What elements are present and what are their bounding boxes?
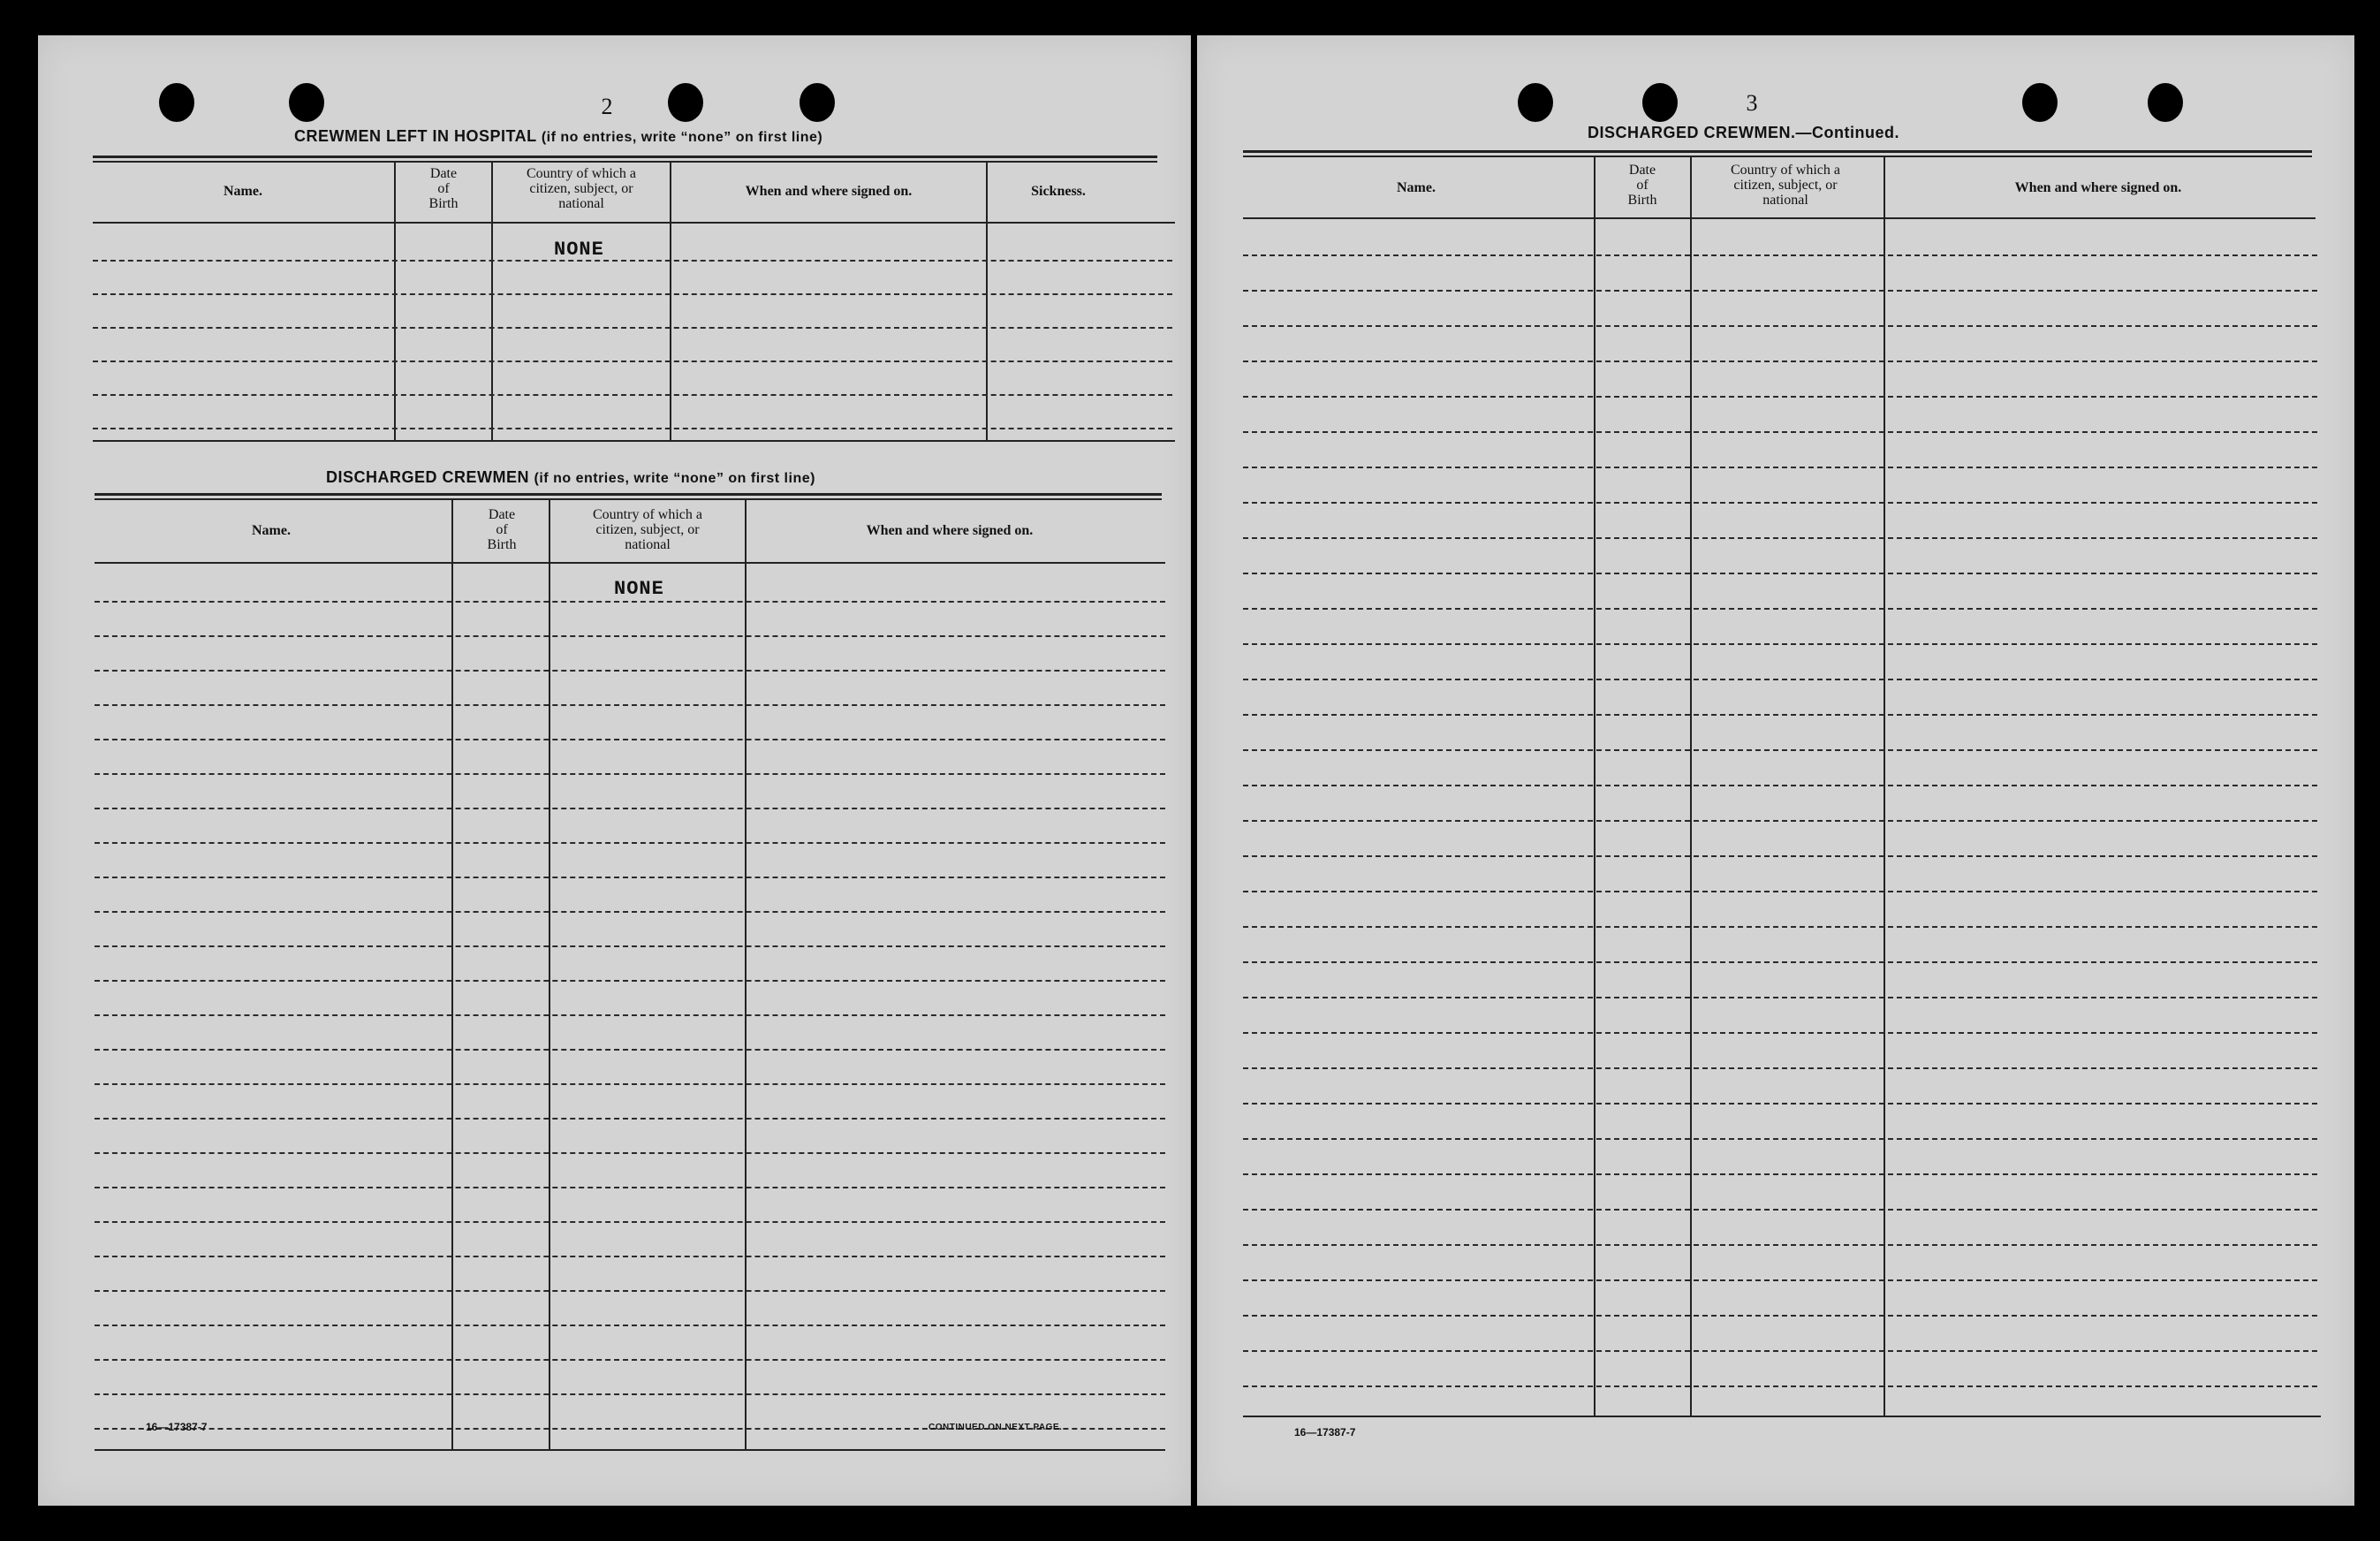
entry-line (95, 1393, 1165, 1395)
right-page (1197, 35, 2354, 1506)
hospital-section-title (294, 127, 822, 146)
col-header-signed: When and where signed on. (2014, 180, 2182, 195)
entry-line (95, 1359, 1165, 1361)
col-header-sickness: Sickness. (1031, 184, 1086, 199)
entry-line (95, 911, 1165, 913)
entry-line (95, 1049, 1165, 1051)
column-divider (394, 161, 396, 442)
entry-line (1243, 961, 2317, 963)
entry-line (1243, 926, 2317, 928)
entry-line (1243, 643, 2317, 645)
entry-line (95, 1325, 1165, 1326)
col-header-dob: Date of Birth (1627, 163, 1657, 208)
top-rule (1243, 150, 2312, 153)
column-divider (491, 161, 493, 442)
entry-line (1243, 325, 2317, 327)
hospital-title-text: CREWMEN LEFT IN HOSPITAL (294, 127, 537, 145)
section-end-rule (93, 440, 1175, 442)
page-number: 3 (1746, 90, 1758, 116)
punch-hole (800, 83, 835, 122)
discharged-title-note: (if no entries, write “none” on first line) (534, 471, 815, 486)
entry-line (95, 704, 1165, 706)
entry-line (93, 327, 1172, 329)
continued-note: CONTINUED ON NEXT PAGE. (929, 1423, 1063, 1432)
entry-line (1243, 573, 2317, 574)
entry-line (95, 1256, 1165, 1257)
punch-hole (1642, 83, 1678, 122)
entry-line (1243, 1032, 2317, 1034)
entry-line (1243, 749, 2317, 751)
entry-line (95, 773, 1165, 775)
column-divider (549, 498, 550, 1451)
punch-hole (668, 83, 703, 122)
entry-line (1243, 254, 2317, 256)
entry-line (1243, 1067, 2317, 1069)
entry-line (1243, 1279, 2317, 1281)
entry-line (1243, 361, 2317, 362)
entry-line (1243, 608, 2317, 610)
left-page (38, 35, 1191, 1506)
col-header-dob: Date of Birth (428, 166, 459, 211)
entry-line (1243, 502, 2317, 504)
column-divider (1594, 156, 1596, 1417)
punch-hole (289, 83, 324, 122)
col-header-signed: When and where signed on. (745, 184, 913, 199)
header-rule (1243, 217, 2316, 219)
entry-line (95, 1221, 1165, 1223)
entry-line (93, 394, 1172, 396)
entry-line (1243, 1315, 2317, 1317)
header-rule (93, 222, 1175, 224)
col-header-signed: When and where signed on. (866, 523, 1034, 538)
hospital-entry: NONE (554, 239, 604, 261)
top-rule (93, 156, 1157, 158)
punch-hole (1518, 83, 1553, 122)
discharged-section-title (326, 468, 815, 487)
column-divider (745, 498, 747, 1451)
entry-line (93, 361, 1172, 362)
entry-line (95, 635, 1165, 637)
entry-line (1243, 785, 2317, 786)
col-header-country: Country of which a citizen, subject, or national (1731, 163, 1840, 208)
entry-line (95, 1187, 1165, 1188)
entry-line (1243, 997, 2317, 998)
top-rule (1243, 156, 2312, 157)
entry-line (95, 1083, 1165, 1085)
entry-line (1243, 1350, 2317, 1352)
discharged-continued-title: DISCHARGED CREWMEN.—Continued. (1588, 124, 1899, 141)
section-end-rule (95, 1449, 1165, 1451)
entry-line (1243, 537, 2317, 539)
col-header-country: Country of which a citizen, subject, or national (527, 166, 636, 211)
entry-line (95, 808, 1165, 809)
entry-line (1243, 1138, 2317, 1140)
entry-line (95, 601, 1165, 603)
entry-line (93, 260, 1172, 262)
entry-line (95, 842, 1165, 844)
entry-line (95, 739, 1165, 740)
col-header-country: Country of which a citizen, subject, or national (593, 507, 702, 552)
header-rule (95, 562, 1165, 564)
col-header-name: Name. (224, 184, 262, 199)
entry-line (1243, 431, 2317, 433)
entry-line (95, 1152, 1165, 1154)
top-rule (95, 498, 1162, 500)
entry-line (95, 670, 1165, 672)
column-divider (1690, 156, 1692, 1417)
entry-line (1243, 1103, 2317, 1105)
entry-line (93, 428, 1172, 429)
column-divider (451, 498, 453, 1451)
discharged-title-text: DISCHARGED CREWMEN (326, 468, 530, 486)
entry-line (95, 1290, 1165, 1292)
entry-line (95, 1118, 1165, 1120)
col-header-dob: Date of Birth (487, 507, 517, 552)
section-end-rule (1243, 1416, 2321, 1417)
punch-hole (2022, 83, 2058, 122)
discharged-entry: NONE (614, 578, 664, 600)
entry-line (93, 293, 1172, 295)
entry-line (1243, 467, 2317, 468)
column-divider (1884, 156, 1885, 1417)
entry-line (95, 1014, 1165, 1016)
top-rule (95, 493, 1162, 496)
col-header-name: Name. (252, 523, 291, 538)
entry-line (1243, 1385, 2317, 1387)
column-divider (986, 161, 988, 442)
form-number: 16—17387-7 (146, 1421, 208, 1433)
col-header-name: Name. (1397, 180, 1436, 195)
entry-line (1243, 1244, 2317, 1246)
punch-hole (2148, 83, 2183, 122)
column-divider (670, 161, 671, 442)
entry-line (1243, 290, 2317, 292)
form-number: 16—17387-7 (1294, 1426, 1356, 1439)
entry-line (95, 980, 1165, 982)
entry-line (95, 877, 1165, 878)
entry-line (1243, 855, 2317, 857)
entry-line (1243, 891, 2317, 892)
page-number: 2 (601, 94, 613, 119)
entry-line (1243, 1209, 2317, 1211)
entry-line (1243, 714, 2317, 716)
entry-line (1243, 820, 2317, 822)
entry-line (1243, 679, 2317, 680)
entry-line (95, 945, 1165, 947)
entry-line (1243, 1173, 2317, 1175)
entry-line (1243, 396, 2317, 398)
top-rule (93, 161, 1157, 163)
hospital-title-note: (if no entries, write “none” on first line) (541, 130, 823, 145)
punch-hole (159, 83, 194, 122)
